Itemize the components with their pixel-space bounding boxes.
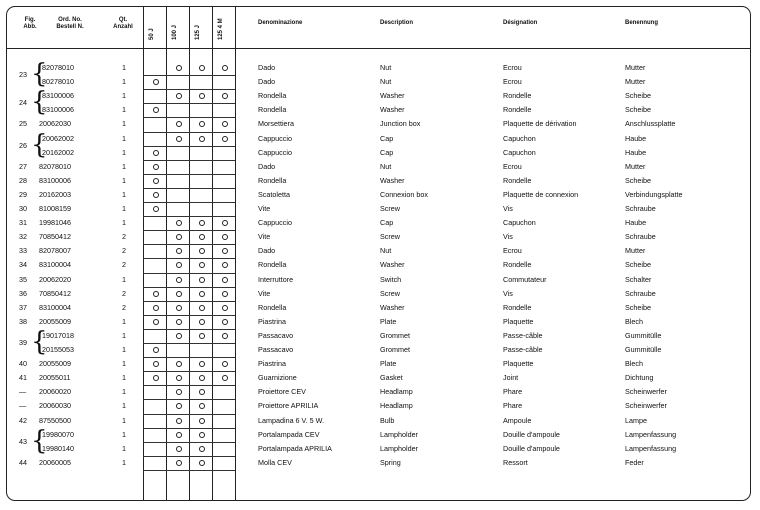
- german-name: Schalter: [625, 274, 652, 284]
- italian-name: Dado: [258, 161, 276, 171]
- german-name: Gummitülle: [625, 345, 662, 354]
- order-number: 83100006: [39, 175, 71, 185]
- german-name: Lampe: [625, 415, 647, 425]
- brace-glyph: {: [31, 326, 48, 357]
- order-number: 19017018: [42, 330, 74, 340]
- french-name: Capuchon: [503, 218, 536, 228]
- italian-name: Scatoletta: [258, 189, 290, 199]
- order-number: 20162002: [42, 147, 74, 157]
- english-name: Washer: [380, 302, 405, 312]
- italian-name: Proiettore CEV: [258, 387, 306, 397]
- italian-name: Rondella: [258, 260, 287, 270]
- fig-number: 32: [19, 232, 27, 242]
- english-name: Nut: [380, 77, 392, 87]
- german-name: Gummitülle: [625, 330, 662, 340]
- german-name: Verbindungsplatte: [625, 189, 683, 199]
- english-name: Washer: [380, 175, 405, 185]
- header-model-100j: 100 J: [172, 24, 178, 40]
- italian-name: Interruttore: [258, 274, 294, 284]
- row-rule: [143, 371, 235, 372]
- order-number: 70850412: [39, 288, 71, 298]
- italian-name: Portalampada APRILIA: [258, 443, 332, 453]
- english-name: Cap: [380, 133, 394, 143]
- fig-number: 26: [19, 140, 27, 150]
- brace-glyph: {: [31, 59, 48, 89]
- italian-name: Vite: [258, 204, 271, 213]
- fitment-circle: [176, 446, 182, 452]
- fitment-circle: [222, 136, 228, 142]
- row-rule: [143, 273, 235, 274]
- fig-number: 34: [19, 260, 27, 270]
- fig-number: 37: [19, 302, 27, 312]
- english-name: Screw: [380, 232, 400, 242]
- italian-name: Dado: [258, 77, 276, 87]
- order-number: 20155053: [42, 345, 74, 354]
- quantity: 1: [122, 345, 126, 354]
- fig-number: 35: [19, 274, 27, 284]
- fig-number: 25: [19, 119, 27, 129]
- row-rule: [143, 117, 235, 118]
- german-name: Scheibe: [625, 105, 651, 115]
- fitment-circle: [176, 305, 182, 311]
- fitment-circle: [199, 291, 205, 297]
- quantity: 1: [122, 91, 126, 101]
- german-name: Haube: [625, 147, 647, 157]
- quantity: 1: [122, 77, 126, 87]
- english-name: Nut: [380, 161, 392, 171]
- english-name: Nut: [380, 246, 392, 256]
- french-name: Plaquette: [503, 316, 534, 326]
- italian-name: Cappuccio: [258, 147, 292, 157]
- english-name: Washer: [380, 105, 405, 115]
- german-name: Scheinwerfer: [625, 387, 667, 397]
- fitment-circle: [222, 277, 228, 283]
- english-name: Spring: [380, 457, 401, 467]
- fig-number: 30: [19, 204, 27, 213]
- english-name: Lampholder: [380, 443, 418, 453]
- german-name: Scheibe: [625, 175, 651, 185]
- order-number: 20060005: [39, 457, 71, 467]
- header-italian: Denominazione: [258, 20, 303, 26]
- italian-name: Piastrina: [258, 316, 286, 326]
- order-number: 83100004: [39, 260, 71, 270]
- english-name: Connexion box: [380, 189, 428, 199]
- col-rule-end: [235, 6, 236, 501]
- fitment-circle: [176, 432, 182, 438]
- english-name: Nut: [380, 63, 392, 72]
- quantity: 1: [122, 443, 126, 453]
- fitment-circle: [176, 136, 182, 142]
- english-name: Washer: [380, 91, 405, 101]
- order-number: 20062030: [39, 119, 71, 129]
- fig-number: 42: [19, 415, 27, 425]
- order-number: 83100006: [42, 91, 74, 101]
- header-fig-it: Fig.: [24, 17, 36, 23]
- italian-name: Dado: [258, 63, 276, 72]
- english-name: Cap: [380, 147, 394, 157]
- row-rule: [143, 230, 235, 231]
- fitment-circle: [153, 178, 159, 184]
- italian-name: Piastrina: [258, 359, 286, 369]
- fitment-circle: [222, 305, 228, 311]
- fitment-circle: [199, 65, 205, 71]
- fig-number: 43: [19, 436, 27, 446]
- quantity: 1: [122, 330, 126, 340]
- order-number: 83100006: [42, 105, 74, 115]
- quantity: 1: [122, 457, 126, 467]
- english-name: Cap: [380, 218, 394, 228]
- french-name: Passe-câble: [503, 330, 543, 340]
- fitment-circle: [199, 319, 205, 325]
- german-name: Mutter: [625, 246, 646, 256]
- fig-number: 29: [19, 189, 27, 199]
- french-name: Plaquette de dérivation: [503, 119, 577, 129]
- header-model-125-4m: 125 4 M: [218, 18, 224, 40]
- italian-name: Vite: [258, 232, 271, 242]
- header-french: Désignation: [503, 20, 538, 26]
- order-number: 20060030: [39, 401, 71, 411]
- header-english: Description: [380, 20, 414, 26]
- header-qt: [108, 17, 138, 31]
- german-name: Schraube: [625, 288, 656, 298]
- french-name: Ecrou: [503, 246, 522, 256]
- fitment-circle: [153, 164, 159, 170]
- quantity: 1: [122, 415, 126, 425]
- row-rule: [143, 174, 235, 175]
- french-name: Ampoule: [503, 415, 532, 425]
- italian-name: Morsettiera: [258, 119, 294, 129]
- italian-name: Rondella: [258, 105, 287, 115]
- fitment-circle: [176, 460, 182, 466]
- row-rule: [143, 329, 235, 330]
- fitment-circle: [176, 277, 182, 283]
- italian-name: Dado: [258, 246, 276, 256]
- german-name: Feder: [625, 457, 644, 467]
- row-rule: [143, 315, 235, 316]
- row-rule: [143, 414, 235, 415]
- italian-name: Rondella: [258, 91, 287, 101]
- italian-name: Rondella: [258, 302, 287, 312]
- header-qt-de: Anzahl: [113, 24, 133, 30]
- french-name: Ecrou: [503, 63, 522, 72]
- english-name: Junction box: [380, 119, 421, 129]
- header-qt-it: Qt.: [118, 17, 128, 23]
- header-divider: [6, 48, 751, 49]
- german-name: Dichtung: [625, 373, 654, 383]
- fitment-circle: [153, 347, 159, 353]
- italian-name: Rondella: [258, 175, 287, 185]
- fitment-circle: [199, 277, 205, 283]
- fitment-circle: [176, 333, 182, 339]
- french-name: Douille d'ampoule: [503, 429, 560, 439]
- quantity: 2: [122, 260, 126, 270]
- fitment-circle: [199, 333, 205, 339]
- order-number: 19981046: [39, 218, 71, 228]
- english-name: Plate: [380, 359, 397, 369]
- fig-number: 33: [19, 246, 27, 256]
- fitment-circle: [176, 65, 182, 71]
- french-name: Rondelle: [503, 91, 532, 101]
- order-number: 81008159: [39, 204, 71, 213]
- fitment-circle: [153, 291, 159, 297]
- quantity: 1: [122, 387, 126, 397]
- german-name: Mutter: [625, 63, 646, 72]
- quantity: 1: [122, 274, 126, 284]
- quantity: 1: [122, 401, 126, 411]
- fitment-circle: [153, 192, 159, 198]
- row-rule: [143, 202, 235, 203]
- order-number: 19980070: [42, 429, 74, 439]
- row-rule: [143, 470, 235, 471]
- quantity: 1: [122, 147, 126, 157]
- french-name: Ecrou: [503, 77, 522, 87]
- fig-number: —: [19, 387, 27, 397]
- english-name: Grommet: [380, 330, 410, 340]
- german-name: Scheinwerfer: [625, 401, 667, 411]
- italian-name: Guarnizione: [258, 373, 297, 383]
- quantity: 1: [122, 119, 126, 129]
- order-number: 80278010: [42, 77, 74, 87]
- header-model-50j: 50 J: [149, 28, 155, 40]
- quantity: 1: [122, 359, 126, 369]
- fig-number: 27: [19, 161, 27, 171]
- french-name: Ressort: [503, 457, 528, 467]
- english-name: Bulb: [380, 415, 395, 425]
- fitment-circle: [199, 136, 205, 142]
- order-number: 87550500: [39, 415, 71, 425]
- fig-number: 36: [19, 288, 27, 298]
- fitment-circle: [199, 305, 205, 311]
- french-name: Rondelle: [503, 302, 532, 312]
- header-model-125j: 125 J: [195, 24, 201, 40]
- french-name: Phare: [503, 387, 523, 397]
- quantity: 1: [122, 373, 126, 383]
- fig-number: —: [19, 401, 27, 411]
- german-name: Scheibe: [625, 302, 651, 312]
- english-name: Headlamp: [380, 401, 413, 411]
- italian-name: Proiettore APRILIA: [258, 401, 319, 411]
- fig-number: 44: [19, 457, 27, 467]
- row-rule: [143, 244, 235, 245]
- order-number: 20060020: [39, 387, 71, 397]
- row-rule: [143, 428, 235, 429]
- french-name: Vis: [503, 204, 513, 213]
- german-name: Scheibe: [625, 91, 651, 101]
- italian-name: Lampadina 6 V. 5 W.: [258, 415, 325, 425]
- italian-name: Molla CEV: [258, 457, 292, 467]
- english-name: Lampholder: [380, 429, 418, 439]
- fitment-circle: [176, 291, 182, 297]
- row-rule: [143, 132, 235, 133]
- order-number: 20055009: [39, 316, 71, 326]
- fitment-circle: [153, 150, 159, 156]
- quantity: 1: [122, 429, 126, 439]
- french-name: Rondelle: [503, 175, 532, 185]
- order-number: 82078010: [39, 161, 71, 171]
- fitment-circle: [153, 319, 159, 325]
- row-rule: [143, 357, 235, 358]
- header-german: Benennung: [625, 20, 658, 26]
- german-name: Anschlussplatte: [625, 119, 676, 129]
- quantity: 2: [122, 302, 126, 312]
- fitment-circle: [153, 305, 159, 311]
- french-name: Vis: [503, 232, 513, 242]
- row-rule: [143, 442, 235, 443]
- row-rule: [143, 258, 235, 259]
- order-number: 20062020: [39, 274, 71, 284]
- order-number: 70850412: [39, 232, 71, 242]
- french-name: Douille d'ampoule: [503, 443, 560, 453]
- quantity: 1: [122, 189, 126, 199]
- order-number: 20062002: [42, 133, 74, 143]
- fitment-circle: [199, 418, 205, 424]
- english-name: Screw: [380, 288, 400, 298]
- french-name: Capuchon: [503, 133, 536, 143]
- french-name: Phare: [503, 401, 523, 411]
- brace-glyph: {: [31, 425, 48, 456]
- german-name: Mutter: [625, 161, 646, 171]
- row-rule: [143, 75, 235, 76]
- english-name: Plate: [380, 316, 397, 326]
- header-ord-de: Bestell N.: [56, 24, 84, 30]
- german-name: Scheibe: [625, 260, 651, 270]
- brace-glyph: {: [31, 129, 48, 160]
- fitment-circle: [222, 319, 228, 325]
- order-number: 20055011: [39, 373, 71, 383]
- quantity: 1: [122, 63, 126, 72]
- italian-name: Cappuccio: [258, 133, 292, 143]
- fig-number: 23: [19, 70, 27, 80]
- fitment-circle: [153, 206, 159, 212]
- french-name: Ecrou: [503, 161, 522, 171]
- quantity: 2: [122, 246, 126, 256]
- row-rule: [143, 146, 235, 147]
- quantity: 1: [122, 161, 126, 171]
- french-name: Plaquette: [503, 359, 534, 369]
- order-number: 82078010: [42, 63, 74, 72]
- german-name: Lampenfassung: [625, 429, 677, 439]
- quantity: 2: [122, 232, 126, 242]
- row-rule: [143, 301, 235, 302]
- quantity: 1: [122, 105, 126, 115]
- italian-name: Vite: [258, 288, 271, 298]
- english-name: Grommet: [380, 345, 410, 354]
- quantity: 1: [122, 204, 126, 213]
- row-rule: [143, 216, 235, 217]
- quantity: 1: [122, 133, 126, 143]
- german-name: Schraube: [625, 232, 656, 242]
- german-name: Blech: [625, 359, 643, 369]
- brace-glyph: {: [31, 87, 48, 118]
- row-rule: [143, 89, 235, 90]
- row-rule: [143, 385, 235, 386]
- french-name: Commutateur: [503, 274, 547, 284]
- german-name: Haube: [625, 218, 647, 228]
- french-name: Rondelle: [503, 105, 532, 115]
- row-rule: [143, 188, 235, 189]
- order-number: 19980140: [42, 443, 74, 453]
- english-name: Screw: [380, 204, 400, 213]
- header-fig: [20, 17, 40, 31]
- quantity: 1: [122, 218, 126, 228]
- german-name: Blech: [625, 316, 643, 326]
- row-rule: [143, 287, 235, 288]
- order-number: 82078007: [39, 246, 71, 256]
- header-ord-it: Ord. No.: [58, 17, 82, 23]
- english-name: Washer: [380, 260, 405, 270]
- fitment-circle: [199, 460, 205, 466]
- english-name: Switch: [380, 274, 402, 284]
- english-name: Gasket: [380, 373, 403, 383]
- fig-number: 41: [19, 373, 27, 383]
- fitment-circle: [199, 446, 205, 452]
- header-ord: [50, 17, 90, 31]
- fitment-circle: [199, 432, 205, 438]
- order-number: 20055009: [39, 359, 71, 369]
- french-name: Capuchon: [503, 147, 536, 157]
- row-rule: [143, 456, 235, 457]
- header-fig-de: Abb.: [23, 24, 37, 30]
- fitment-circle: [222, 65, 228, 71]
- french-name: Rondelle: [503, 260, 532, 270]
- quantity: 1: [122, 316, 126, 326]
- fig-number: 24: [19, 98, 27, 108]
- quantity: 1: [122, 175, 126, 185]
- french-name: Plaquette de connexion: [503, 189, 579, 199]
- fig-number: 28: [19, 175, 27, 185]
- fitment-circle: [222, 333, 228, 339]
- fitment-circle: [176, 418, 182, 424]
- order-number: 83100004: [39, 302, 71, 312]
- row-rule: [143, 343, 235, 344]
- german-name: Haube: [625, 133, 647, 143]
- fig-number: 39: [19, 337, 27, 347]
- italian-name: Passacavo: [258, 345, 294, 354]
- fitment-circle: [176, 319, 182, 325]
- english-name: Headlamp: [380, 387, 413, 397]
- row-rule: [143, 103, 235, 104]
- fig-number: 31: [19, 218, 27, 228]
- italian-name: Portalampada CEV: [258, 429, 320, 439]
- row-rule: [143, 160, 235, 161]
- german-name: Mutter: [625, 77, 646, 87]
- fig-number: 40: [19, 359, 27, 369]
- german-name: Lampenfassung: [625, 443, 677, 453]
- quantity: 2: [122, 288, 126, 298]
- french-name: Vis: [503, 288, 513, 298]
- order-number: 20162003: [39, 189, 71, 199]
- french-name: Joint: [503, 373, 519, 383]
- fig-number: 38: [19, 316, 27, 326]
- row-rule: [143, 399, 235, 400]
- french-name: Passe-câble: [503, 345, 543, 354]
- italian-name: Passacavo: [258, 330, 294, 340]
- italian-name: Cappuccio: [258, 218, 292, 228]
- german-name: Schraube: [625, 204, 656, 213]
- fitment-circle: [222, 291, 228, 297]
